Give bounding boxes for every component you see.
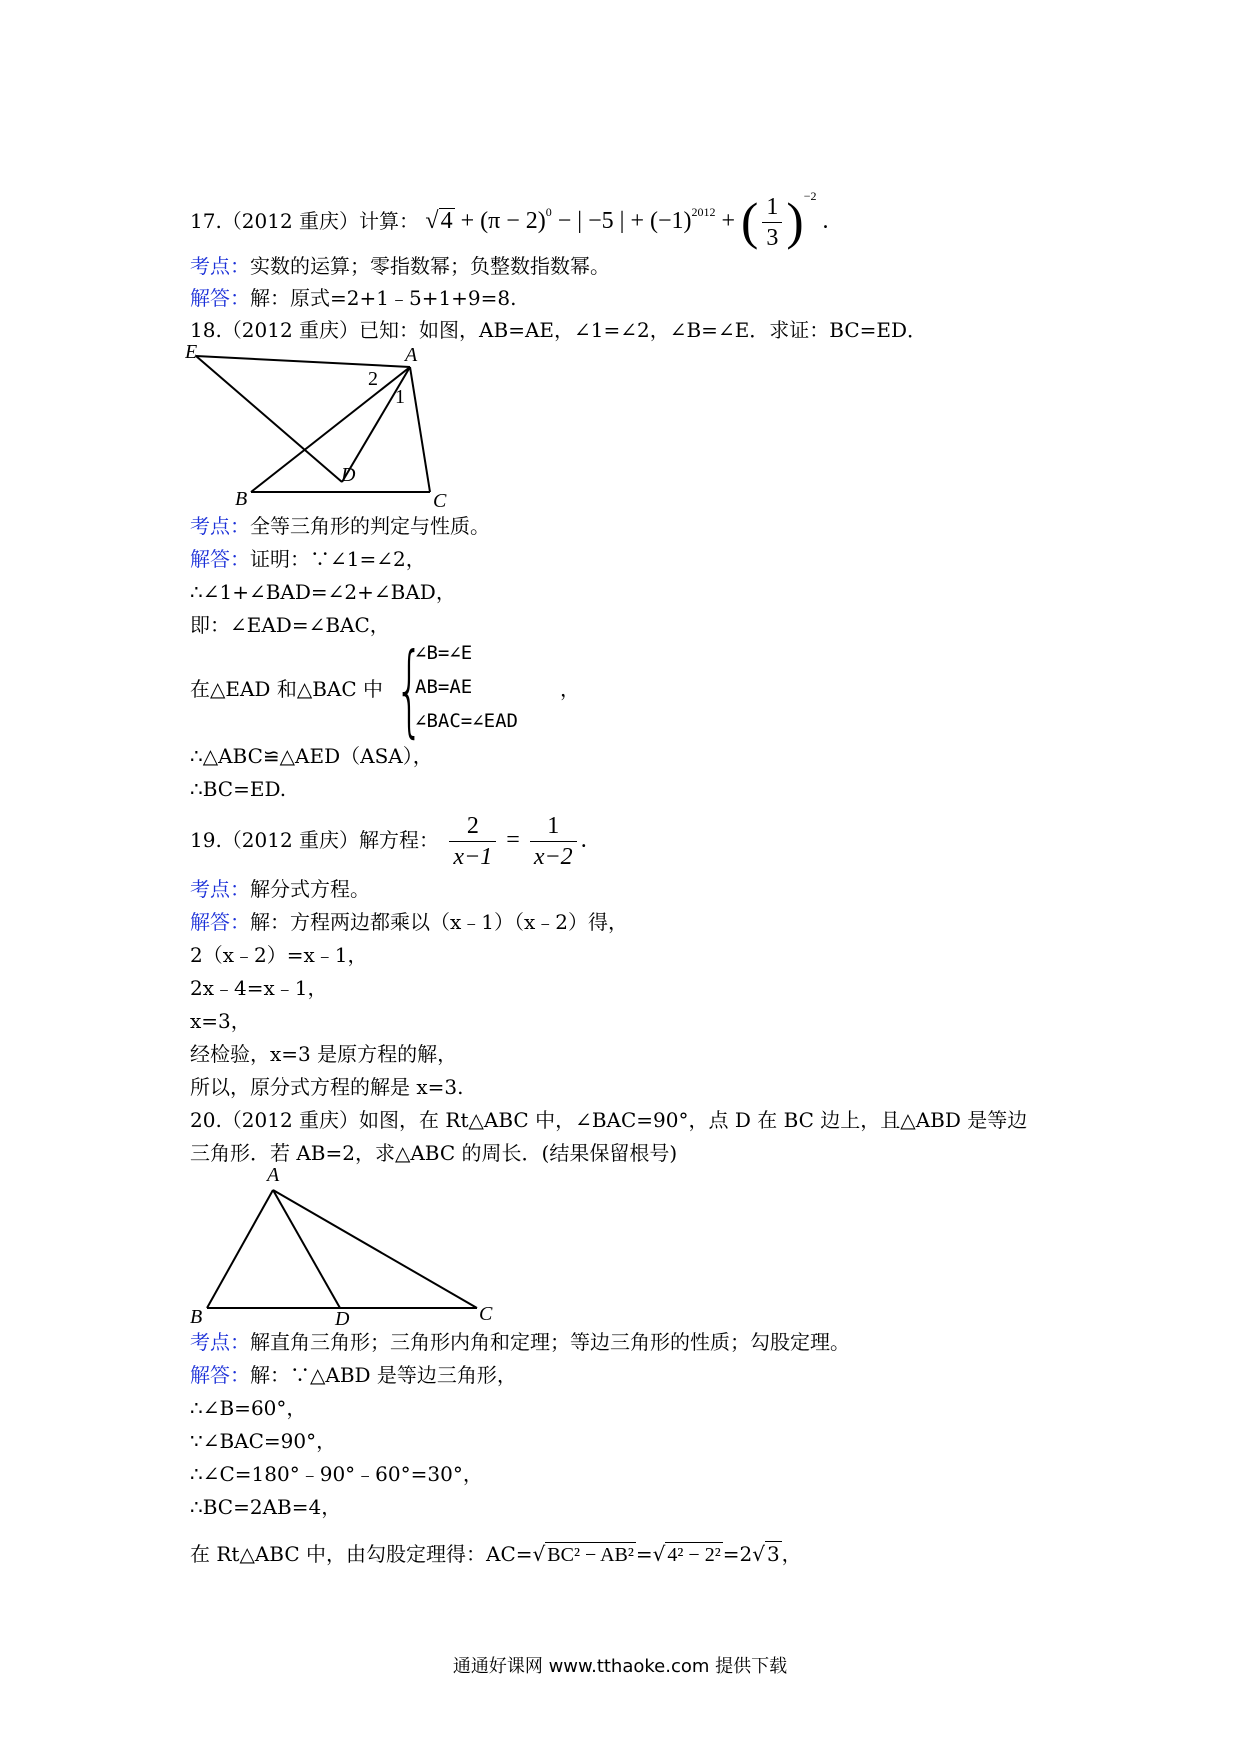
q18-sys-1: ∠B=∠E xyxy=(415,642,473,664)
q18-label-A: A xyxy=(405,345,418,366)
q18-label-2: 2 xyxy=(368,368,378,390)
q19-num2: 1 xyxy=(530,811,577,842)
q20-label-B: B xyxy=(190,1306,203,1325)
q18-kaodian: 考点：全等三角形的判定与性质。 xyxy=(190,514,490,538)
q18-jieda-4: 在△EAD 和△BAC 中 xyxy=(190,677,383,701)
q17-jieda: 解答：解：原式=2+1﹣5+1+9=8. xyxy=(190,286,517,310)
q19-jieda-6: 所以，原分式方程的解是 x=3. xyxy=(190,1075,464,1099)
q19-line xyxy=(190,810,587,872)
q19-head: 19.（2012 重庆）解方程： xyxy=(190,828,440,852)
q19-jieda-4: x=3， xyxy=(190,1009,251,1033)
q20-figure xyxy=(185,1165,505,1325)
q18-jieda-3: 即：∠EAD=∠BAC， xyxy=(190,613,390,637)
q17-kaodian: 考点：实数的运算；零指数幂；负整数指数幂。 xyxy=(190,254,610,278)
q20-label-C: C xyxy=(479,1303,493,1325)
q18-jieda-5: ∴△ABC≌△AED（ASA）， xyxy=(190,744,433,768)
q18-system xyxy=(190,631,610,748)
q18-jieda-6: ∴BC=ED. xyxy=(190,777,287,801)
q18-head: 18.（2012 重庆）已知：如图，AB=AE，∠1=∠2，∠B=∠E．求证：BC=ED． xyxy=(190,318,928,342)
q20-jieda-5: ∴BC=2AB=4， xyxy=(190,1495,342,1519)
q18-sys-end: ， xyxy=(560,677,580,701)
q18-segment-ED xyxy=(196,356,342,482)
q17-expression: $√4 + (\pi - 2)^0$ − | −5 | + $(-1)^{2012}$ + ( $\frac{1}{3}$ )$^{-2}$ . xyxy=(425,189,829,251)
q20-jieda-4: ∴∠C=180°﹣90°﹣60°=30°， xyxy=(190,1462,483,1486)
q18-label-E: E xyxy=(185,345,198,363)
q19-equation: $\frac{2}{x-1}$ = $\frac{1}{x-2}$ . xyxy=(445,827,586,853)
q20-label-A: A xyxy=(267,1165,280,1186)
q18-label-1: 1 xyxy=(395,386,405,408)
q19-jieda-1: 解答：解：方程两边都乘以（x﹣1）（x﹣2）得， xyxy=(190,910,629,934)
q18-jieda-2: ∴∠1+∠BAD=∠2+∠BAD， xyxy=(190,580,456,604)
q18-sys-2: AB=AE xyxy=(415,676,473,698)
q19-num1: 2 xyxy=(449,811,496,842)
q18-label-B: B xyxy=(235,488,248,510)
page-footer: 通通好课网 www.tthaoke.com 提供下载 xyxy=(452,1656,788,1677)
q18-sys-3: ∠BAC=∠EAD xyxy=(415,710,518,732)
left-brace-icon: { xyxy=(395,631,424,748)
q20-segment-AB xyxy=(207,1190,273,1308)
q20-jieda-3: ∵∠BAC=90°， xyxy=(190,1429,337,1453)
q20-head-2: 三角形．若 AB=2，求△ABC 的周长．(结果保留根号) xyxy=(190,1141,678,1165)
q18-segment-EA xyxy=(196,356,410,367)
q20-label-D: D xyxy=(335,1308,350,1325)
q19-jieda-3: 2x﹣4=x﹣1， xyxy=(190,976,328,1000)
q20-jieda-1: 解答：解：∵△ABD 是等边三角形， xyxy=(190,1363,517,1387)
q17-line xyxy=(190,182,828,253)
q19-den2: x−2 xyxy=(533,843,573,870)
q20-segment-AC xyxy=(273,1190,477,1308)
q20-jieda-6: 在 Rt△ABC 中，由勾股定理得：AC=√ BC² − AB² =√ 4² − 2² =2√ 3 ， xyxy=(190,1542,802,1566)
q20-kaodian: 考点：解直角三角形；三角形内角和定理；等边三角形的性质；勾股定理。 xyxy=(190,1330,850,1354)
q20-segment-AD xyxy=(273,1190,340,1308)
q18-segment-AC xyxy=(410,367,430,492)
q18-jieda-1: 解答：证明：∵∠1=∠2， xyxy=(190,547,426,571)
q20-head-1: 20.（2012 重庆）如图，在 Rt△ABC 中，∠BAC=90°，点 D 在 BC 边上，且△ABD 是等边 xyxy=(190,1108,1028,1132)
q17-head: 17.（2012 重庆）计算： xyxy=(190,209,420,233)
q19-den1: x−1 xyxy=(453,843,493,870)
q19-jieda-2: 2（x﹣2）=x﹣1， xyxy=(190,943,368,967)
q20-jieda-2: ∴∠B=60°， xyxy=(190,1396,307,1420)
q19-jieda-5: 经检验，x=3 是原方程的解， xyxy=(190,1042,458,1066)
q18-label-C: C xyxy=(433,490,447,510)
q18-label-D: D xyxy=(341,464,356,486)
q19-kaodian: 考点：解分式方程。 xyxy=(190,877,370,901)
q18-figure xyxy=(185,345,455,510)
